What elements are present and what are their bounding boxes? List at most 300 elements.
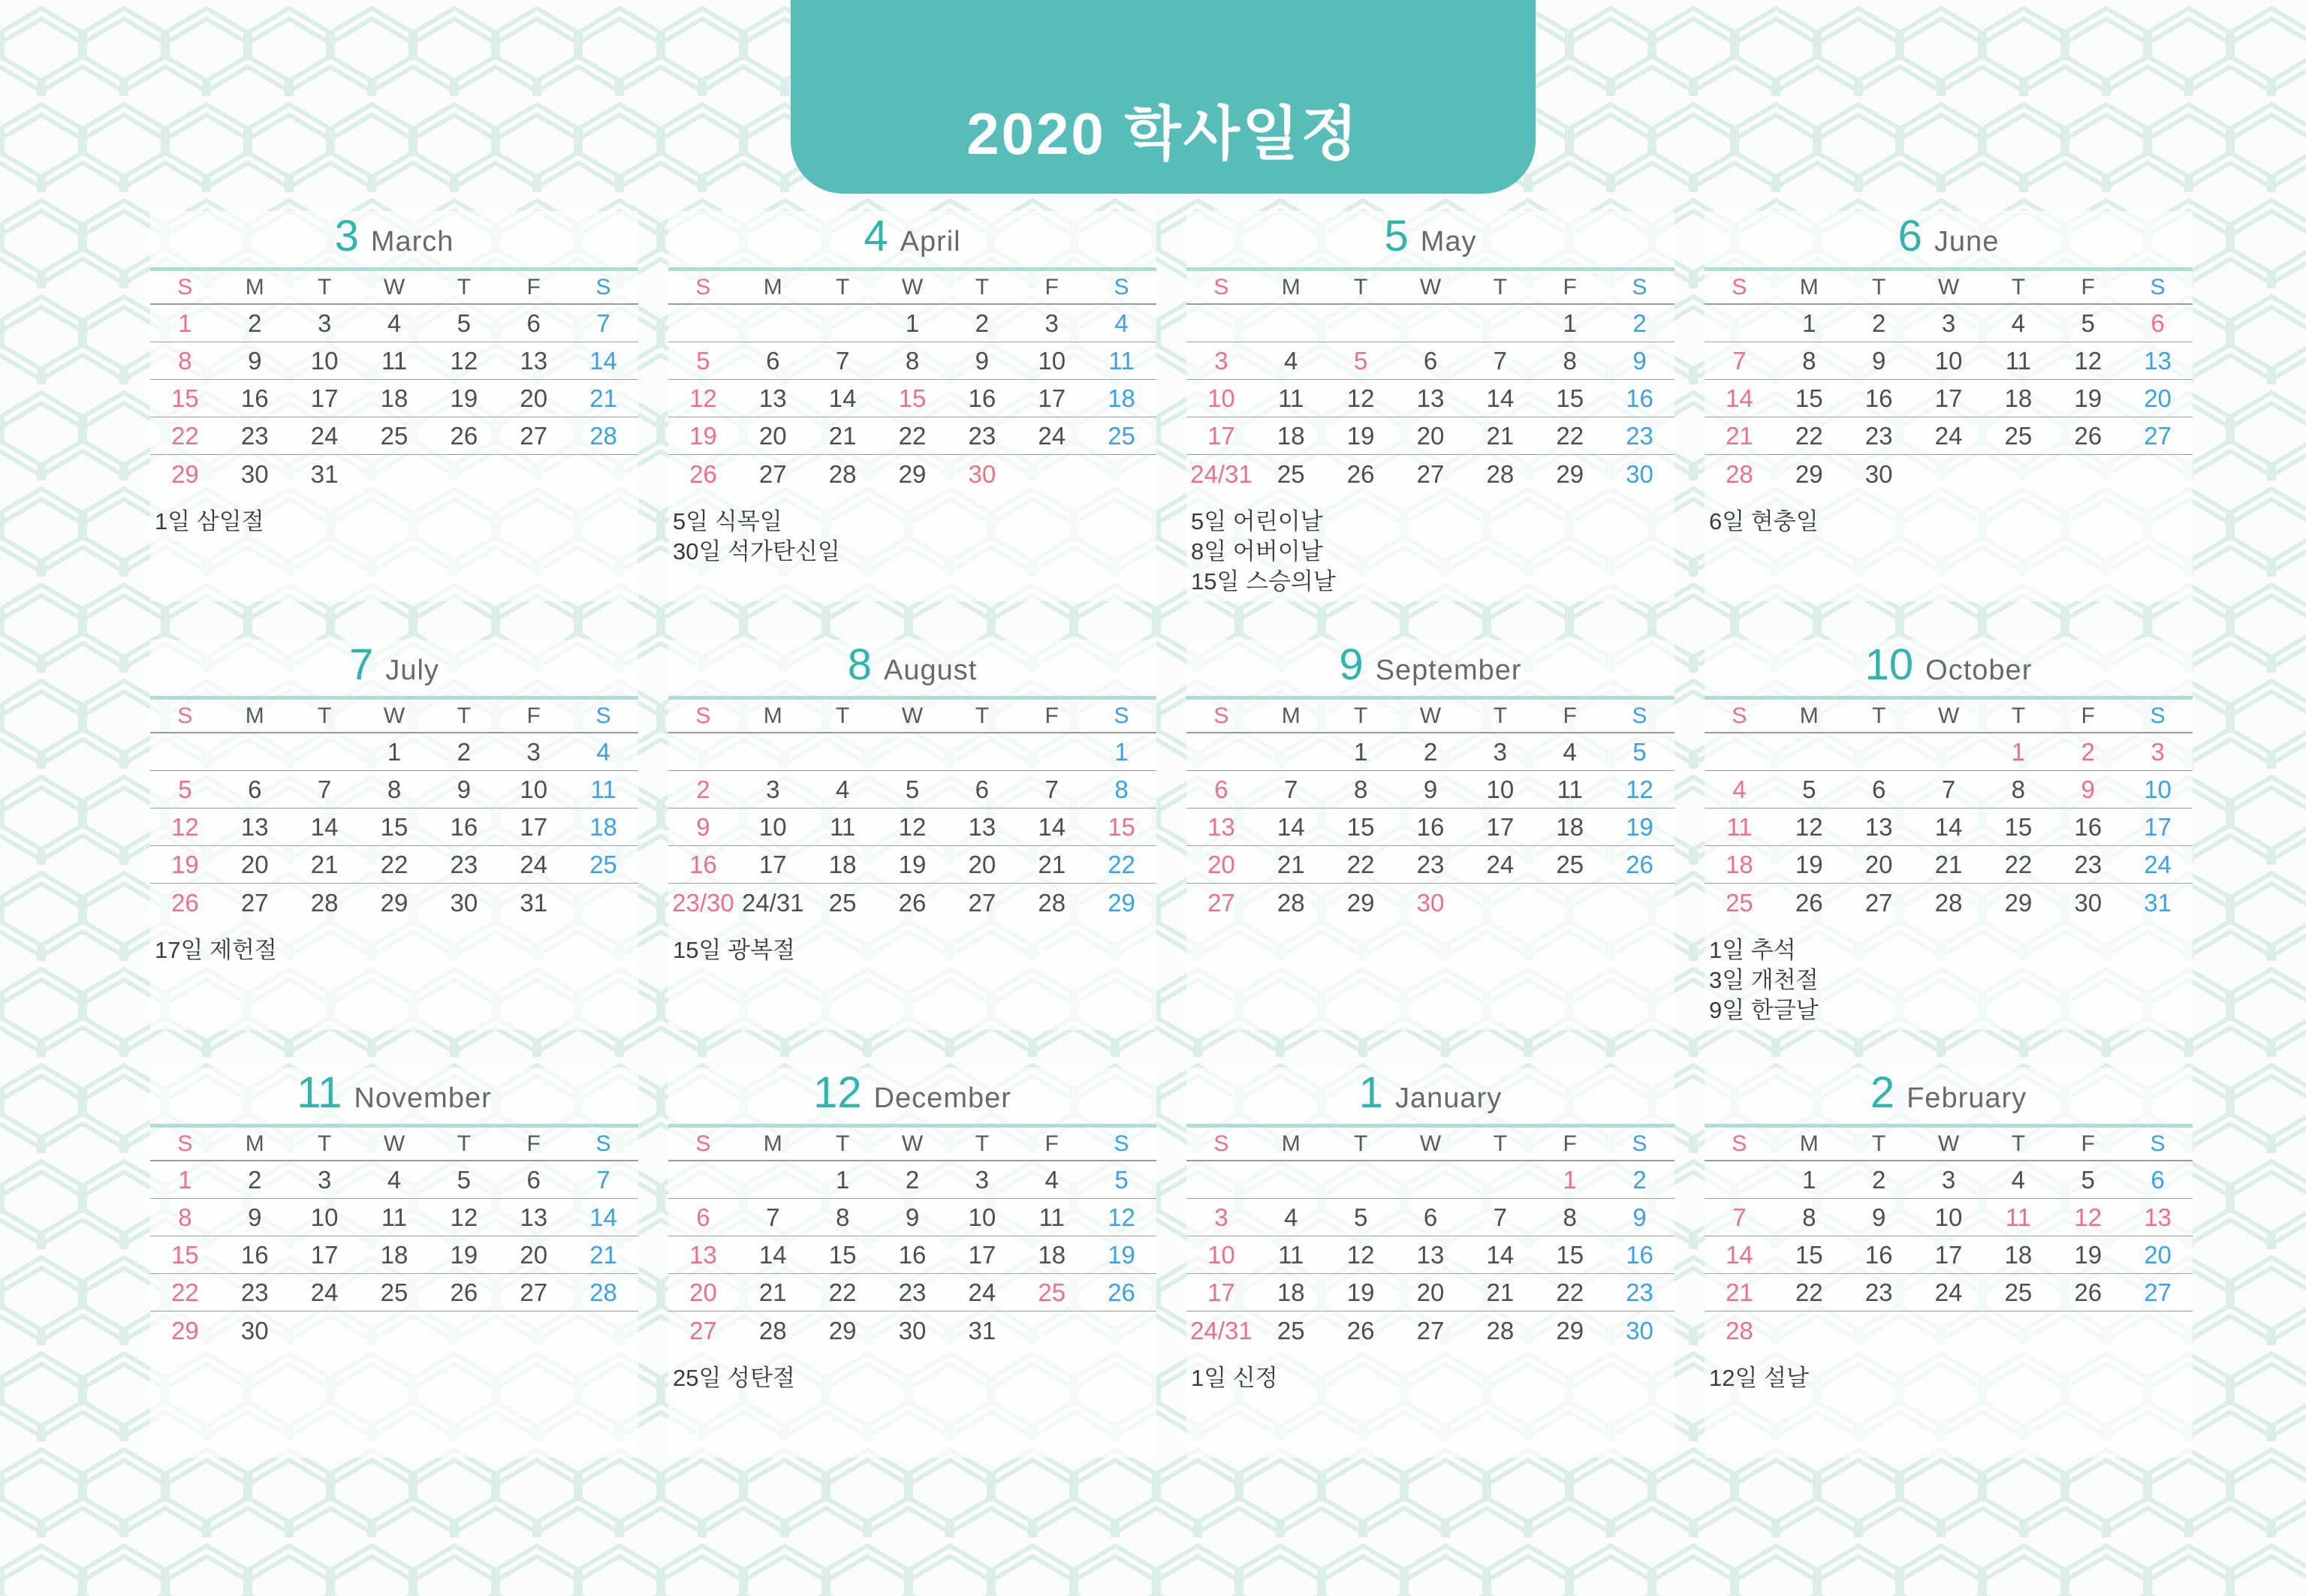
day-cell: 4 [2011, 309, 2026, 337]
holiday-note: 15일 스승의날 [1191, 568, 1336, 595]
day-cell: 23 [898, 1278, 927, 1306]
day-cell: 13 [968, 812, 996, 841]
day-cell: 26 [689, 459, 717, 488]
week-row [150, 846, 638, 884]
holiday-note: 9일 한글날 [1709, 997, 1819, 1023]
day-cell: 12 [689, 384, 717, 412]
week-row [150, 733, 638, 771]
day-cell: 5 [1632, 737, 1647, 766]
day-header: F [1044, 1131, 1059, 1156]
day-cell: 29 [1556, 459, 1584, 488]
day-cell: 19 [2074, 1240, 2103, 1269]
day-cell: 9 [1632, 1203, 1647, 1231]
day-cell: 14 [828, 384, 857, 412]
day-cell: 4 [1284, 346, 1298, 375]
day-cell: 23 [2074, 850, 2103, 878]
week-row [1186, 846, 1674, 884]
day-cell: 20 [1864, 850, 1893, 878]
day-header: W [901, 703, 924, 728]
day-cell: 2 [1871, 1165, 1886, 1194]
month-name: June [1934, 226, 2000, 257]
day-header: W [1419, 1131, 1442, 1156]
week-row [668, 1236, 1156, 1274]
day-cell: 23 [1626, 421, 1653, 450]
day-cell: 8 [1563, 346, 1577, 375]
day-cell: 30 [2074, 888, 2103, 917]
day-cell: 10 [1486, 775, 1515, 803]
day-header: S [177, 1131, 193, 1156]
day-cell: 5 [457, 309, 472, 337]
day-cell: 1 [905, 309, 920, 337]
day-header: M [763, 1131, 782, 1156]
day-cell: 17 [1934, 1240, 1963, 1269]
day-header: S [1732, 703, 1747, 728]
day-cell: 30 [898, 1316, 927, 1345]
day-cell: 24 [1934, 421, 1963, 450]
day-cell: 13 [1207, 812, 1235, 841]
day-cell: 3 [1493, 737, 1508, 766]
day-cell: 5 [905, 775, 920, 803]
month-header [668, 640, 1156, 696]
day-cell: 15 [1795, 1240, 1823, 1269]
day-cell: 5 [696, 346, 710, 375]
day-cell: 22 [1556, 1278, 1584, 1306]
day-cell: 30 [1626, 1316, 1653, 1345]
day-cell: 11 [1278, 384, 1304, 412]
day-cell: 7 [1284, 775, 1298, 803]
day-cell: 26 [1795, 888, 1823, 917]
month-header [1186, 640, 1674, 696]
day-cell: 7 [1732, 1203, 1747, 1231]
day-cell: 25 [828, 888, 857, 917]
holiday-note: 8일 어버이날 [1191, 538, 1323, 565]
day-header: S [1732, 274, 1747, 300]
week-row [150, 884, 638, 922]
day-cell: 28 [1934, 888, 1963, 917]
day-cell: 13 [520, 346, 548, 375]
month-header [1705, 640, 2193, 696]
day-cell: 23/30 [672, 888, 734, 917]
day-cell: 26 [1108, 1278, 1135, 1306]
day-cell: 30 [968, 459, 996, 488]
day-header: S [1632, 274, 1647, 300]
day-header: T [975, 703, 990, 728]
day-header: T [1353, 1131, 1368, 1156]
day-cell: 16 [1626, 384, 1653, 412]
day-cell: 22 [2004, 850, 2033, 878]
day-cell: 12 [2074, 346, 2103, 375]
day-cell: 10 [1207, 1240, 1235, 1269]
month-number: 11 [297, 1068, 342, 1117]
week-row [1705, 305, 2193, 342]
holiday-note: 12일 설날 [1709, 1365, 1809, 1391]
day-cell: 25 [2004, 421, 2033, 450]
week-row [1186, 1274, 1674, 1311]
month-name: November [354, 1083, 492, 1114]
day-cell: 28 [758, 1316, 787, 1345]
holiday-notes [1186, 493, 1674, 597]
page-title: 2020 학사일정 [966, 101, 1360, 167]
week-row [1186, 342, 1674, 380]
day-cell: 9 [1871, 346, 1886, 375]
day-cell: 14 [589, 1203, 617, 1231]
day-cell: 9 [1423, 775, 1438, 803]
day-cell: 28 [1038, 888, 1066, 917]
day-header: T [975, 1131, 990, 1156]
month-number: 4 [864, 212, 888, 260]
day-cell: 4 [387, 1165, 402, 1194]
day-cell: 17 [758, 850, 787, 878]
day-cell: 21 [1726, 421, 1753, 450]
day-cell: 15 [2004, 812, 2033, 841]
day-cell: 18 [1556, 812, 1584, 841]
day-cell: 16 [1626, 1240, 1653, 1269]
week-row [1186, 809, 1674, 846]
week-row [668, 733, 1156, 771]
day-cell: 16 [1864, 384, 1893, 412]
day-header: T [1871, 274, 1886, 300]
day-cell: 21 [1486, 421, 1515, 450]
day-cell: 27 [240, 888, 269, 917]
day-cell: 7 [1493, 346, 1508, 375]
day-cell: 6 [696, 1203, 710, 1231]
day-cell: 5 [457, 1165, 472, 1194]
day-cell: 2 [905, 1165, 920, 1194]
day-cell: 11 [381, 346, 408, 375]
day-cell: 4 [1563, 737, 1577, 766]
day-cell: 2 [975, 309, 990, 337]
day-cell: 21 [1726, 1278, 1753, 1306]
holiday-notes [1705, 1350, 2193, 1393]
day-cell: 9 [248, 1203, 262, 1231]
month-number: 10 [1864, 640, 1914, 689]
day-header: S [1213, 274, 1229, 300]
day-cell: 25 [380, 1278, 408, 1306]
day-cell: 19 [450, 384, 478, 412]
week-row [668, 380, 1156, 417]
month-number: 1 [1358, 1068, 1384, 1117]
day-cell: 10 [520, 775, 548, 803]
day-cell: 15 [171, 384, 199, 412]
day-cell: 14 [310, 812, 339, 841]
week-row [150, 305, 638, 342]
day-cell: 8 [1802, 346, 1816, 375]
month-header [668, 1068, 1156, 1124]
day-cell: 12 [1346, 1240, 1375, 1269]
week-row [1186, 884, 1674, 922]
day-cell: 3 [1214, 346, 1228, 375]
day-cell: 10 [310, 1203, 339, 1231]
day-cell: 15 [1556, 384, 1584, 412]
day-cell: 18 [2004, 384, 2033, 412]
day-cell: 18 [589, 812, 617, 841]
day-cell: 7 [1941, 775, 1956, 803]
day-header: W [1419, 703, 1442, 728]
day-cell: 27 [1864, 888, 1893, 917]
day-cell: 8 [1563, 1203, 1577, 1231]
week-row [668, 417, 1156, 455]
day-header: M [1281, 703, 1301, 728]
day-cell: 7 [766, 1203, 780, 1231]
day-cell: 12 [1626, 775, 1653, 803]
day-cell: 4 [1114, 309, 1129, 337]
day-cell: 14 [1486, 384, 1515, 412]
day-cell: 2 [1423, 737, 1438, 766]
day-cell: 23 [240, 1278, 269, 1306]
day-cell: 16 [240, 1240, 269, 1269]
day-cell: 1 [1353, 737, 1368, 766]
month-number: 12 [813, 1068, 862, 1117]
day-header-row [150, 271, 638, 305]
day-cell: 4 [596, 737, 610, 766]
day-cell: 20 [520, 384, 548, 412]
day-cell: 5 [2081, 309, 2095, 337]
holiday-notes [150, 493, 638, 537]
day-cell: 26 [2074, 1278, 2103, 1306]
month-header [150, 1068, 638, 1124]
day-cell: 24 [1934, 1278, 1963, 1306]
day-cell: 9 [1871, 1203, 1886, 1231]
day-cell: 11 [2005, 346, 2031, 375]
day-cell: 15 [171, 1240, 199, 1269]
day-cell: 6 [1423, 1203, 1438, 1231]
day-cell: 6 [975, 775, 990, 803]
day-cell: 23 [1864, 421, 1893, 450]
day-header: S [695, 1131, 711, 1156]
day-header: S [1114, 274, 1129, 300]
week-row [668, 455, 1156, 493]
day-header: W [1937, 274, 1960, 300]
day-header: M [763, 274, 782, 300]
day-cell: 8 [1802, 1203, 1816, 1231]
day-cell: 22 [1795, 421, 1823, 450]
day-cell: 31 [968, 1316, 996, 1345]
day-cell: 28 [1726, 459, 1753, 488]
holiday-notes [1186, 1350, 1674, 1393]
month-number: 6 [1898, 212, 1922, 260]
day-cell: 3 [975, 1165, 990, 1194]
day-cell: 14 [1726, 384, 1753, 412]
day-cell: 13 [240, 812, 269, 841]
week-row [1705, 809, 2193, 846]
day-cell: 11 [1278, 1240, 1304, 1269]
holiday-notes [150, 922, 638, 965]
week-row [1705, 1236, 2193, 1274]
holiday-note: 30일 석가탄신일 [673, 538, 840, 565]
day-cell: 8 [835, 1203, 850, 1231]
day-cell: 8 [2011, 775, 2026, 803]
day-cell: 21 [1934, 850, 1963, 878]
day-header-row [1186, 700, 1674, 733]
day-cell: 7 [317, 775, 332, 803]
day-cell: 10 [1038, 346, 1066, 375]
day-cell: 17 [520, 812, 548, 841]
day-cell: 7 [1044, 775, 1059, 803]
day-cell: 18 [380, 1240, 408, 1269]
day-cell: 29 [1346, 888, 1375, 917]
day-cell: 12 [450, 346, 478, 375]
day-header: W [383, 1131, 405, 1156]
day-header: T [457, 1131, 472, 1156]
day-cell: 18 [380, 384, 408, 412]
day-cell: 27 [1416, 1316, 1445, 1345]
day-cell: 23 [240, 421, 269, 450]
day-cell: 19 [1795, 850, 1823, 878]
day-cell: 29 [380, 888, 408, 917]
month-name: February [1907, 1083, 2027, 1114]
day-cell: 1 [1114, 737, 1129, 766]
day-cell: 19 [898, 850, 927, 878]
day-cell: 1 [178, 309, 192, 337]
day-cell: 8 [1353, 775, 1368, 803]
month-name: May [1420, 226, 1477, 257]
day-cell: 22 [828, 1278, 857, 1306]
week-row [668, 1311, 1156, 1350]
day-header: S [595, 1131, 611, 1156]
day-cell: 27 [758, 459, 787, 488]
day-cell: 20 [758, 421, 787, 450]
day-cell: 26 [171, 888, 199, 917]
day-cell: 20 [1416, 1278, 1445, 1306]
day-header: S [2150, 274, 2166, 300]
day-cell: 28 [1726, 1316, 1753, 1345]
day-header: S [1732, 1131, 1747, 1156]
day-cell: 11 [2005, 1203, 2031, 1231]
day-cell: 27 [2144, 421, 2172, 450]
day-header: S [2150, 1131, 2166, 1156]
day-cell: 26 [1626, 850, 1653, 878]
month-panel-july [150, 640, 638, 1030]
day-cell: 20 [520, 1240, 548, 1269]
holiday-note: 3일 개천절 [1709, 967, 1819, 993]
week-row [1705, 455, 2193, 493]
month-panel-august [668, 640, 1156, 1030]
week-row [668, 846, 1156, 884]
day-cell: 27 [2144, 1278, 2172, 1306]
day-header: M [245, 274, 264, 300]
day-header-row [150, 1128, 638, 1161]
day-cell: 19 [450, 1240, 478, 1269]
week-row [668, 305, 1156, 342]
day-cell: 3 [526, 737, 541, 766]
day-cell: 11 [381, 1203, 408, 1231]
day-header-row [1705, 700, 2193, 733]
day-header: M [1281, 274, 1301, 300]
week-row [1186, 1236, 1674, 1274]
day-cell: 6 [2151, 309, 2165, 337]
day-cell: 7 [835, 346, 850, 375]
day-cell: 27 [520, 421, 548, 450]
day-cell: 11 [1726, 812, 1753, 841]
week-row [1705, 846, 2193, 884]
day-cell: 1 [178, 1165, 192, 1194]
day-cell: 12 [2074, 1203, 2103, 1231]
day-cell: 27 [1416, 459, 1445, 488]
day-header: T [835, 703, 850, 728]
day-cell: 23 [1864, 1278, 1893, 1306]
day-cell: 19 [1108, 1240, 1135, 1269]
day-cell: 16 [2074, 812, 2103, 841]
day-cell: 30 [1626, 459, 1653, 488]
month-name: July [385, 655, 439, 686]
day-cell: 7 [596, 1165, 610, 1194]
day-header: T [2011, 274, 2026, 300]
month-number: 3 [334, 212, 359, 260]
day-cell: 11 [590, 775, 616, 803]
day-cell: 31 [310, 459, 339, 488]
day-cell: 11 [830, 812, 856, 841]
day-cell: 29 [2004, 888, 2033, 917]
day-header: S [1632, 1131, 1647, 1156]
day-cell: 20 [689, 1278, 717, 1306]
day-cell: 21 [589, 1240, 617, 1269]
day-cell: 12 [171, 812, 199, 841]
week-row [1705, 380, 2193, 417]
day-cell: 5 [1353, 1203, 1368, 1231]
day-cell: 24 [968, 1278, 996, 1306]
day-cell: 2 [1871, 309, 1886, 337]
day-header: T [1871, 703, 1886, 728]
day-cell: 4 [2011, 1165, 2026, 1194]
day-cell: 4 [835, 775, 850, 803]
day-cell: 7 [596, 309, 610, 337]
day-cell: 29 [828, 1316, 857, 1345]
holiday-notes [668, 493, 1156, 567]
day-header: S [1632, 703, 1647, 728]
day-cell: 2 [248, 309, 262, 337]
day-cell: 24 [310, 1278, 339, 1306]
day-cell: 25 [1038, 1278, 1066, 1306]
day-cell: 16 [450, 812, 478, 841]
day-header: T [835, 1131, 850, 1156]
day-header: S [1213, 703, 1229, 728]
day-cell: 20 [2144, 384, 2172, 412]
day-cell: 3 [1214, 1203, 1228, 1231]
holiday-note: 25일 성탄절 [673, 1365, 795, 1391]
day-cell: 8 [905, 346, 920, 375]
week-row [1186, 417, 1674, 455]
day-cell: 25 [1556, 850, 1584, 878]
day-cell: 9 [457, 775, 472, 803]
day-cell: 24 [310, 421, 339, 450]
day-cell: 5 [1114, 1165, 1129, 1194]
day-cell: 29 [1795, 459, 1823, 488]
day-cell: 6 [526, 1165, 541, 1194]
week-row [668, 1274, 1156, 1311]
day-cell: 21 [758, 1278, 787, 1306]
day-header: W [1937, 703, 1960, 728]
week-row [1705, 771, 2193, 809]
holiday-note: 17일 제헌절 [155, 937, 277, 963]
day-header: W [901, 274, 924, 300]
day-cell: 12 [898, 812, 927, 841]
day-cell: 29 [898, 459, 927, 488]
month-header [1705, 211, 2193, 267]
day-cell: 28 [1486, 459, 1515, 488]
week-row [150, 1311, 638, 1350]
week-row [668, 884, 1156, 922]
day-cell: 1 [387, 737, 402, 766]
day-header: F [1563, 274, 1577, 300]
day-header: F [2081, 274, 2095, 300]
day-cell: 27 [689, 1316, 717, 1345]
day-header-row [1705, 271, 2193, 305]
day-header: T [317, 703, 332, 728]
month-header [150, 640, 638, 696]
month-name: August [883, 655, 978, 686]
day-cell: 24 [520, 850, 548, 878]
month-header [668, 211, 1156, 267]
